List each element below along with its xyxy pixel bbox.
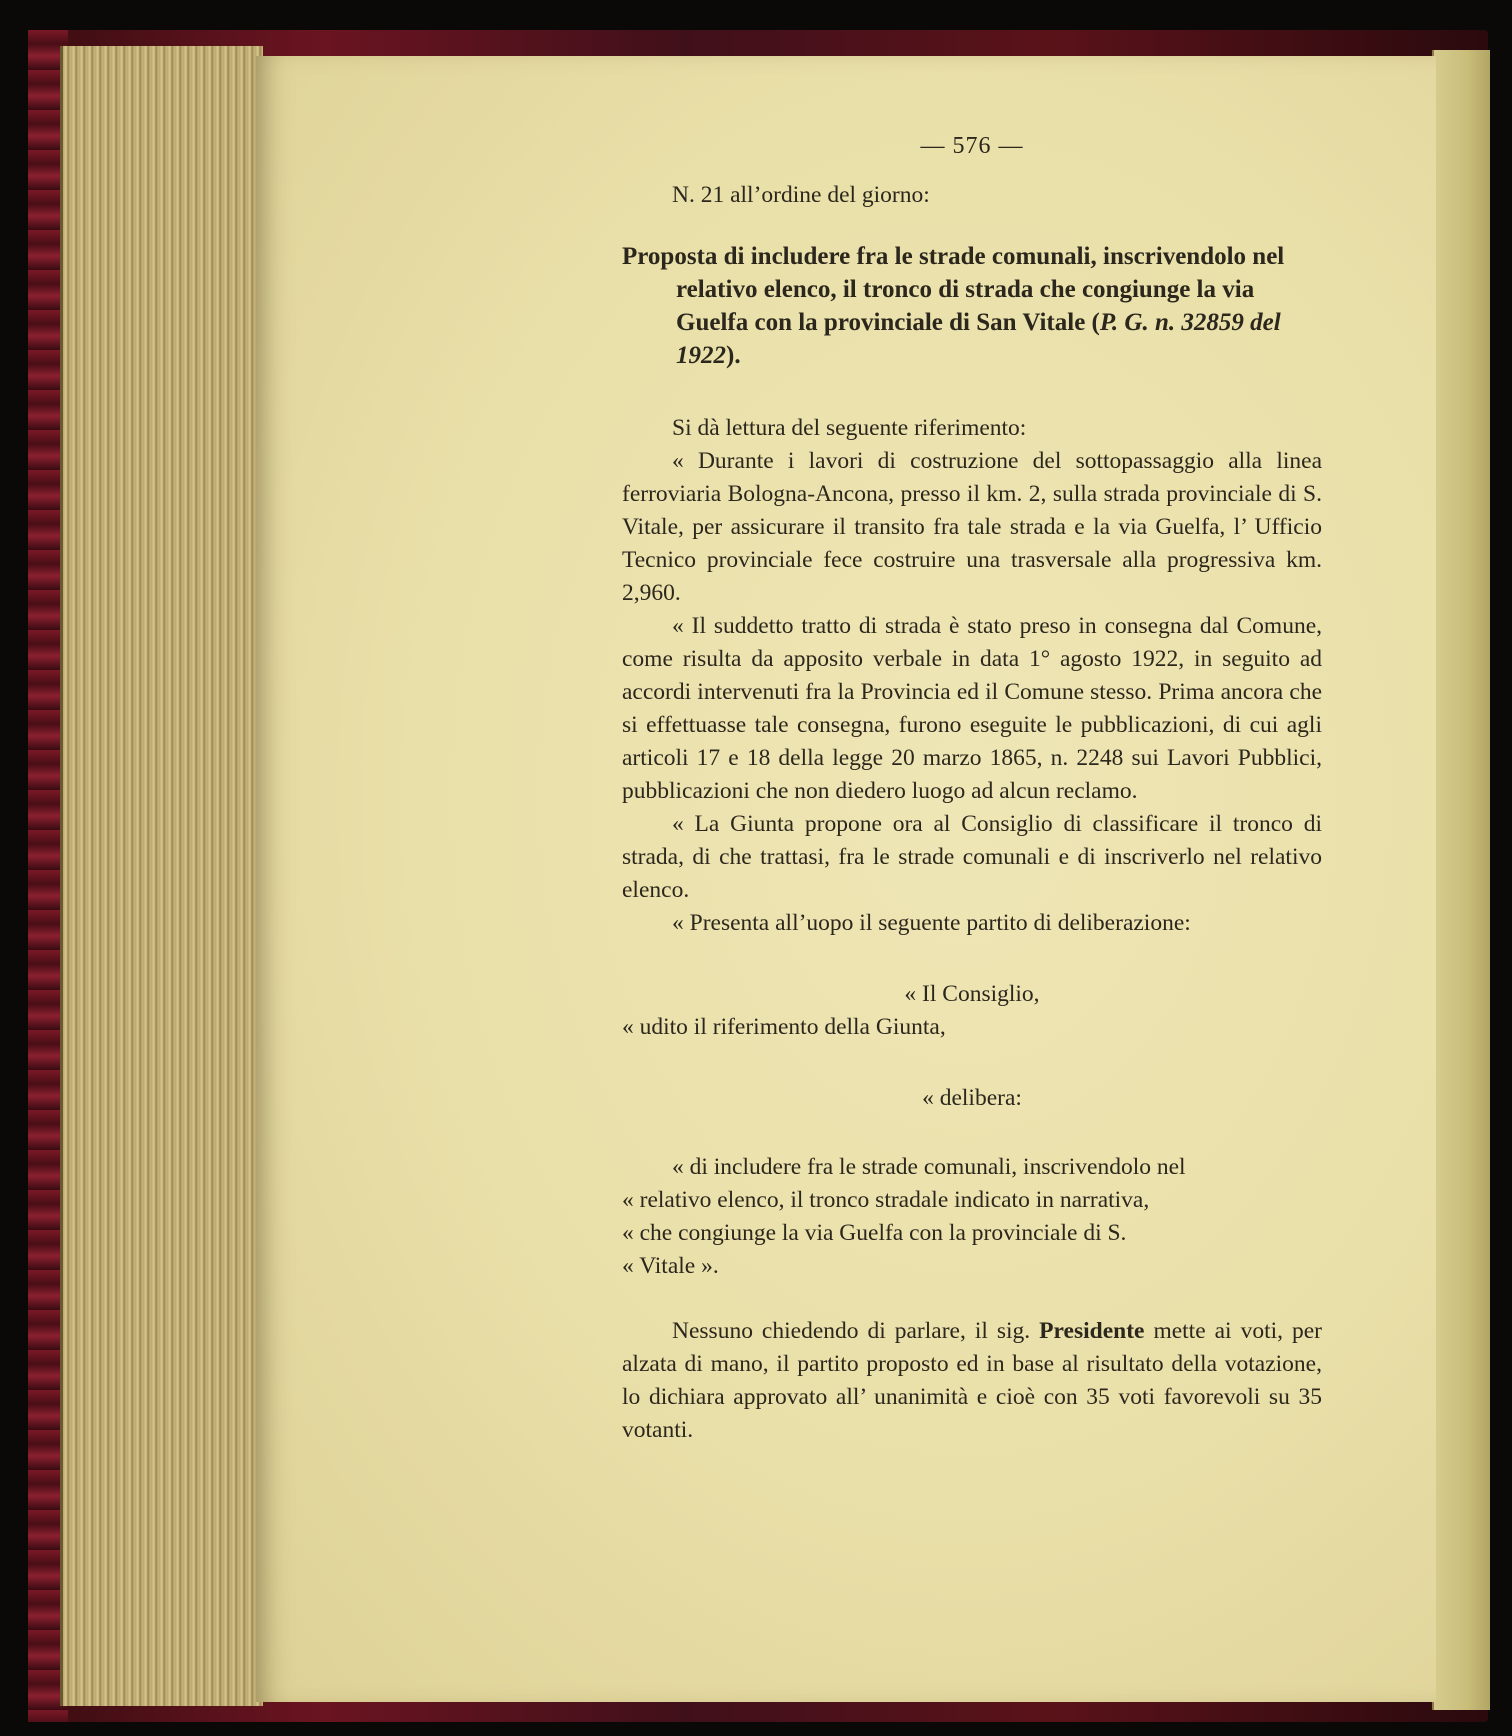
page-stack-edge bbox=[60, 46, 263, 1706]
paragraph-presenta: « Presenta all’uopo il seguente partito di deliberazione: bbox=[672, 910, 1191, 936]
page-content bbox=[622, 130, 1322, 1447]
paragraph-durante: « Durante i lavori di costruzione del sottopassaggio alla linea ferroviaria Bologna-Ancona, presso il km. 2, sulla strada provinciale di S. Vitale, per assicurare il transito fra tale strada e la via Guelfa, l’ Ufficio Tecnico provinciale fece costruire una trasversale alla progressiva km. 2,960. bbox=[622, 448, 1322, 606]
heading-ref-open: ( bbox=[1085, 309, 1100, 336]
udito-line: « udito il riferimento della Giunta, bbox=[622, 1014, 946, 1040]
paragraph-suddetto: « Il suddetto tratto di strada è stato preso in consegna dal Comune, come risulta da apposito verbale in data 1° agosto 1922, in seguito ad accordi intervenuti fra la Provincia ed il Comune stesso. Prima ancora che si effettuasse tale consegna, furono eseguite le pubblicazioni, di cui agli articoli 17 e 18 della legge 20 marzo 1865, n. 2248 sui Lavori Pubblici, pubblicazioni che non diedero luogo ad alcun reclamo. bbox=[622, 613, 1322, 804]
resolution-line: « Vitale ». bbox=[622, 1253, 719, 1279]
resolution-line: « che congiunge la via Guelfa con la provinciale di S. bbox=[622, 1220, 1127, 1246]
agenda-item: N. 21 all’ordine del giorno: bbox=[672, 182, 930, 208]
facing-page-edge bbox=[1432, 50, 1490, 1710]
il-consiglio: « Il Consiglio, bbox=[904, 981, 1040, 1007]
final-after: mette ai voti, per alzata di mano, il partito proposto ed in base al risultato della votazione, lo dichiara approvato all’ unanimità e cioè con 35 voti favorevoli su 35 votanti. bbox=[622, 1318, 1322, 1443]
resolution-line: « relativo elenco, il tronco stradale indicato in narrativa, bbox=[622, 1187, 1150, 1213]
page-number: — 576 — bbox=[920, 133, 1024, 159]
paragraph-intro: Si dà lettura del seguente riferimento: bbox=[672, 415, 1027, 441]
final-before: Nessuno chiedendo di parlare, il sig. bbox=[672, 1318, 1040, 1344]
heading-reference: P. G. n. 32859 del 1922 bbox=[676, 309, 1281, 369]
section-heading bbox=[622, 240, 1322, 372]
paragraph-final bbox=[622, 1315, 1322, 1447]
resolution-line: « di includere fra le strade comunali, inscrivendolo nel bbox=[672, 1154, 1186, 1180]
presidente-bold: Presidente bbox=[1039, 1318, 1145, 1344]
delibera-line: « delibera: bbox=[922, 1085, 1022, 1111]
paragraph-giunta: « La Giunta propone ora al Consiglio di classificare il tronco di strada, di che trattasi, fra le strade comunali e di inscriverlo nel relativo elenco. bbox=[622, 811, 1322, 903]
resolution-text bbox=[622, 1151, 1322, 1283]
heading-ref-close: ). bbox=[726, 342, 741, 369]
heading-text: Proposta di includere fra le strade comunali, inscrivendolo nel relativo elenco, il tronco di strada che congiunge la via Guelfa con la provinciale di San Vitale bbox=[622, 243, 1285, 336]
